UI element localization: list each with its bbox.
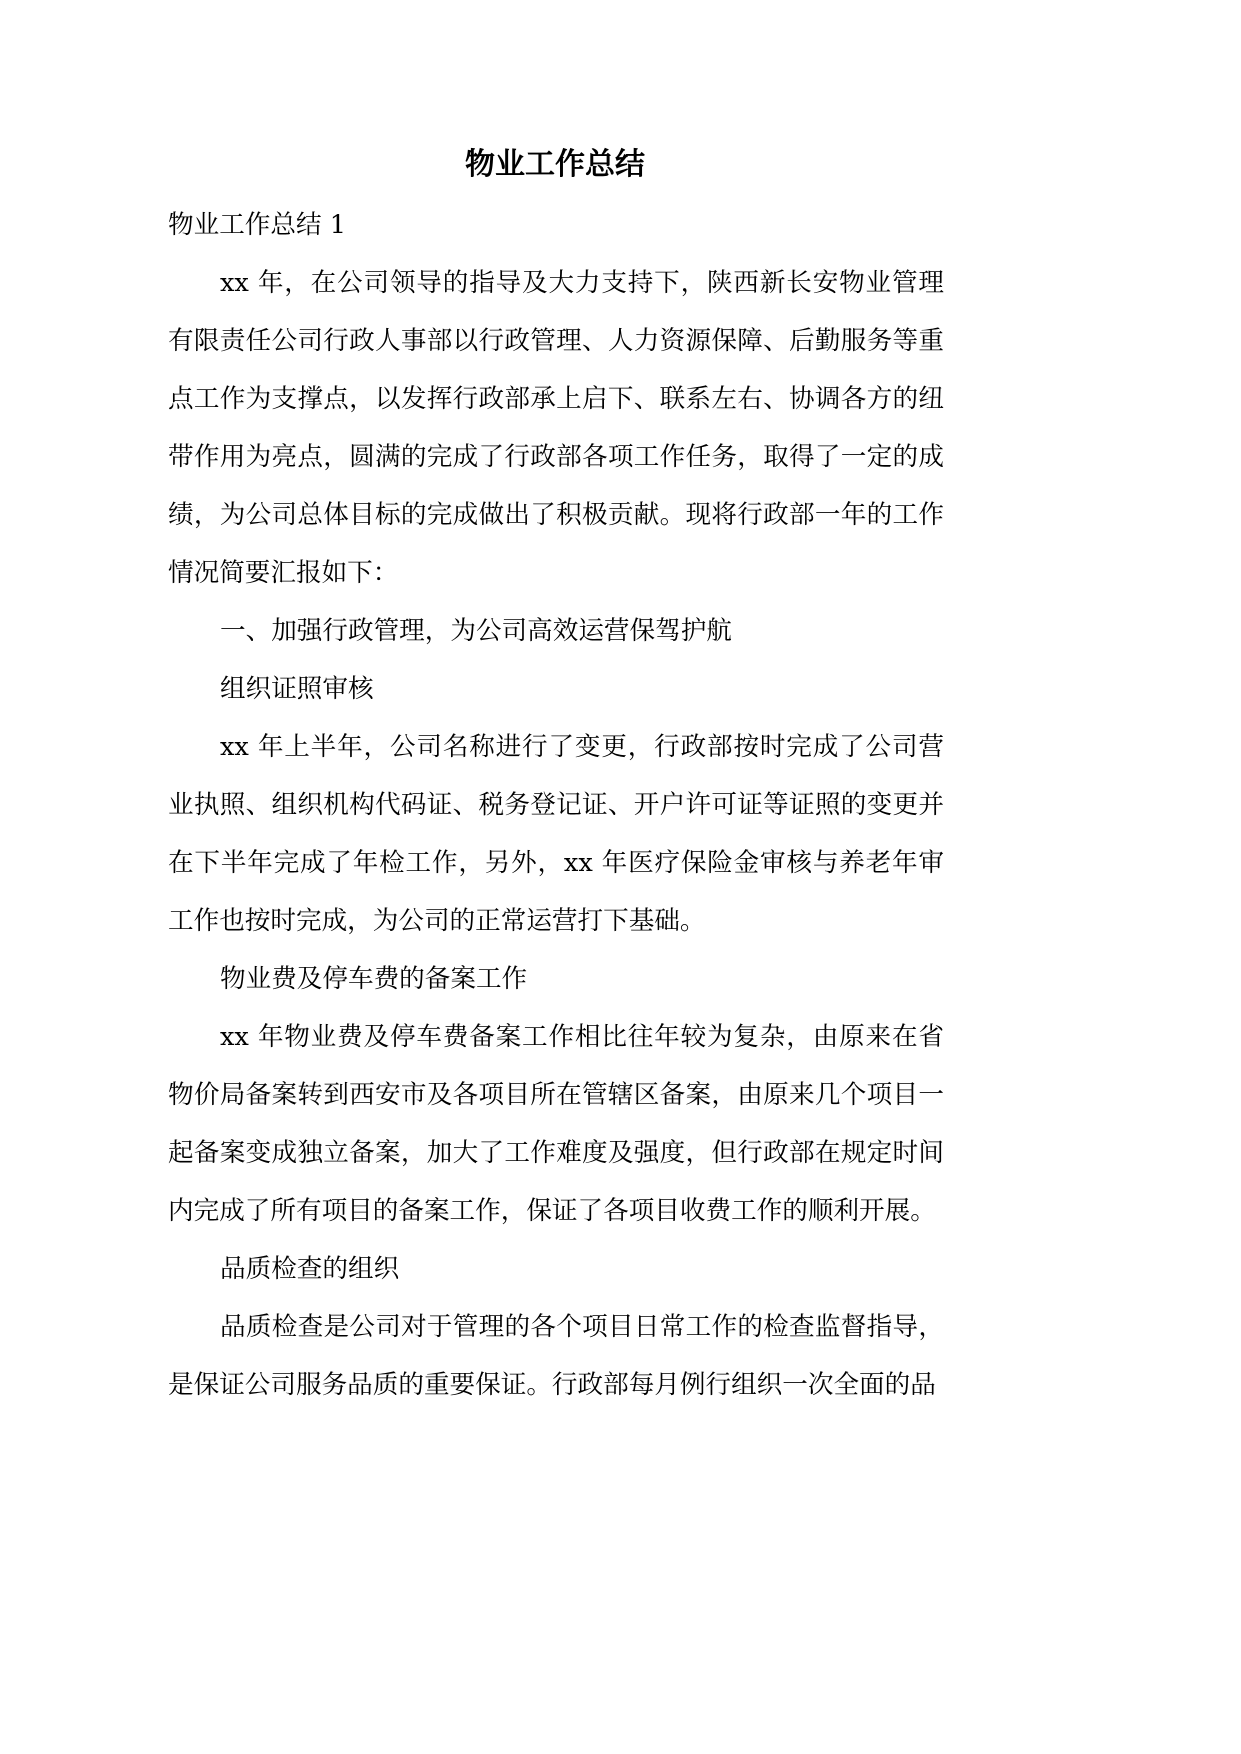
section-heading: 物业工作总结 1 [168, 210, 346, 240]
paragraph: 一、加强行政管理，为公司高效运营保驾护航 [220, 616, 732, 646]
paragraph: xx 年上半年，公司名称进行了变更，行政部按时完成了公司营业执照、组织机构代码证、税务登记证、开户许可证等证照的变更并在下半年完成了年检工作，另外，xx 年医疗保险金审核与养老年审工作也按时完成，为公司的正常运营打下基础。 [168, 732, 944, 936]
paragraph: 品质检查是公司对于管理的各个项目日常工作的检查监督指导，是保证公司服务品质的重要保证。行政部每月例行组织一次全面的品 [168, 1312, 944, 1400]
paragraph: 物业费及停车费的备案工作 [220, 964, 528, 994]
document-body [168, 196, 944, 1414]
paragraph: 组织证照审核 [220, 674, 374, 704]
paragraph: 品质检查的组织 [220, 1254, 400, 1284]
paragraph: xx 年物业费及停车费备案工作相比往年较为复杂，由原来在省物价局备案转到西安市及各项目所在管辖区备案，由原来几个项目一起备案变成独立备案，加大了工作难度及强度，但行政部在规定时间内完成了所有项目的备案工作，保证了各项目收费工作的顺利开展。 [168, 1022, 944, 1226]
document-title: 物业工作总结 [465, 147, 645, 182]
paragraph: xx 年，在公司领导的指导及大力支持下，陕西新长安物业管理有限责任公司行政人事部以行政管理、人力资源保障、后勤服务等重点工作为支撑点，以发挥行政部承上启下、联系左右、协调各方的纽带作用为亮点，圆满的完成了行政部各项工作任务，取得了一定的成绩，为公司总体目标的完成做出了积极贡献。现将行政部一年的工作情况简要汇报如下： [168, 268, 944, 588]
